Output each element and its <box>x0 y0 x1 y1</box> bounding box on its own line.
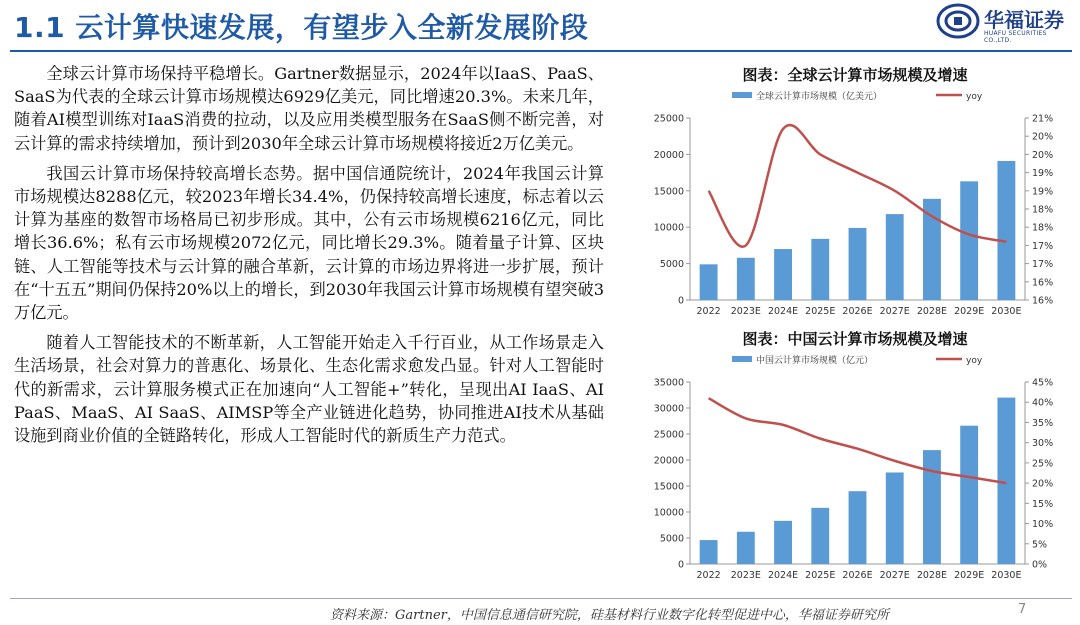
bar <box>774 249 792 300</box>
x-tick-label: 2026E <box>842 306 873 317</box>
bar <box>849 491 867 564</box>
x-tick-label: 2024E <box>767 570 799 581</box>
x-tick-label: 2029E <box>954 306 985 317</box>
x-tick-label: 2026E <box>842 570 873 581</box>
bar <box>811 508 829 564</box>
y-tick-label-left: 15000 <box>653 481 684 493</box>
paragraph-global-cloud: 全球云计算市场保持平稳增长。Gartner数据显示，2024年以IaaS、PaaS、SaaS为代表的全球云计算市场规模达6929亿美元，同比增速20.3%。未来几年，随着AI模型训练对IaaS消费的拉动，以及应用类模型服务在SaaS侧不断完善，对云计算的需求持续增加，预计到2030年全球云计算市场规模将接近2万亿美元。 <box>14 64 604 153</box>
bar <box>737 258 755 300</box>
y-tick-label-left: 0 <box>677 295 684 307</box>
bar <box>811 239 829 300</box>
x-tick-label: 2022 <box>696 570 721 581</box>
chart-global-cloud <box>640 84 1070 328</box>
paragraph-ai-cloud: 随着人工智能技术的不断革新，人工智能开始走入千行百业，从工作场景走入生活场景，社会对算力的普惠化、场景化、生态化需求愈发凸显。针对人工智能时代的新需求，云计算服务模式正在加速向“人工智能+”转化，呈现出AI IaaS、AI PaaS、MaaS、AI SaaS、AIMSP等全产业链进化趋势，协同推进AI技术从基础设施到商业价值的全链路转化，形成人工智能时代的新质生产力范式。 <box>14 333 604 446</box>
y-tick-label-left: 10000 <box>653 507 684 519</box>
footer-source: 资料来源：Gartner，中国信息通信研究院，硅基材料行业数字化转型促进中心，华福证券研究所 <box>330 608 889 623</box>
y-tick-label-right: 19% <box>1032 186 1054 198</box>
y-tick-label-right: 25% <box>1032 458 1054 470</box>
y-tick-label-left: 10000 <box>653 222 684 234</box>
x-tick-label: 2027E <box>879 570 910 581</box>
y-tick-label-right: 40% <box>1032 397 1054 409</box>
y-tick-label-right: 19% <box>1032 168 1054 180</box>
bar <box>700 264 718 300</box>
y-tick-label-right: 20% <box>1032 478 1054 490</box>
y-tick-label-left: 5000 <box>659 533 684 545</box>
logo-brand-cn: 华福证券 <box>984 8 1064 32</box>
y-tick-label-left: 30000 <box>653 403 684 415</box>
legend-bar-swatch <box>732 356 752 362</box>
y-tick-label-right: 0% <box>1032 559 1048 571</box>
y-tick-label-right: 18% <box>1032 204 1054 216</box>
x-tick-label: 2029E <box>954 570 985 581</box>
y-tick-label-left: 20000 <box>653 149 684 161</box>
bar <box>849 228 867 300</box>
bar <box>923 450 941 564</box>
x-tick-label: 2030E <box>991 306 1022 317</box>
y-tick-label-right: 18% <box>1032 222 1054 234</box>
logo-emblem-icon <box>936 2 980 40</box>
x-tick-label: 2022 <box>696 306 721 317</box>
x-tick-label: 2023E <box>730 570 761 581</box>
company-logo <box>936 2 1076 42</box>
x-tick-label: 2030E <box>991 570 1022 581</box>
x-tick-label: 2028E <box>916 306 948 317</box>
y-tick-label-right: 45% <box>1032 377 1054 389</box>
bar <box>997 161 1015 300</box>
x-tick-label: 2027E <box>879 306 910 317</box>
page-title: 1.1 云计算快速发展，有望步入全新发展阶段 <box>14 11 589 44</box>
chart-china-svg <box>640 348 1070 588</box>
header-divider <box>10 50 1072 52</box>
y-tick-label-right: 16% <box>1032 295 1054 307</box>
y-tick-label-right: 5% <box>1032 539 1048 551</box>
y-tick-label-right: 17% <box>1032 240 1054 252</box>
bar <box>997 398 1015 564</box>
x-tick-label: 2025E <box>805 306 836 317</box>
bar <box>960 181 978 300</box>
y-tick-label-right: 35% <box>1032 417 1054 429</box>
y-tick-label-left: 5000 <box>659 259 684 271</box>
chart-title-global: 图表：全球云计算市场规模及增速 <box>742 66 968 84</box>
x-tick-label: 2023E <box>730 306 761 317</box>
y-tick-label-left: 0 <box>677 559 684 571</box>
legend <box>732 90 983 102</box>
y-tick-label-right: 21% <box>1032 113 1054 125</box>
y-tick-label-right: 15% <box>1032 498 1054 510</box>
chart-title-china: 图表：中国云计算市场规模及增速 <box>742 330 968 348</box>
y-tick-label-left: 35000 <box>653 377 684 389</box>
chart-global-svg <box>640 84 1070 324</box>
y-tick-label-left: 20000 <box>653 455 684 467</box>
y-tick-label-right: 30% <box>1032 438 1054 450</box>
y-tick-label-right: 20% <box>1032 149 1054 161</box>
bar <box>737 532 755 564</box>
page-number: 7 <box>1018 602 1027 617</box>
bar <box>700 540 718 564</box>
x-tick-label: 2024E <box>767 306 799 317</box>
bar <box>774 521 792 564</box>
y-tick-label-right: 16% <box>1032 277 1054 289</box>
y-tick-label-right: 17% <box>1032 259 1054 271</box>
logo-brand-en: HUAFU SECURITIES CO.,LTD. <box>984 30 1047 44</box>
y-tick-label-left: 15000 <box>653 186 684 198</box>
bar <box>960 426 978 564</box>
legend-label: 全球云计算市场规模（亿美元） <box>756 92 883 102</box>
y-tick-label-left: 25000 <box>653 429 684 441</box>
bar <box>886 214 904 300</box>
paragraph-china-cloud: 我国云计算市场保持较高增长态势。据中国信通院统计，2024年我国云计算市场规模达8288亿元，较2023年增长34.4%，仍保持较高增长速度，标志着以云计算为基座的数智市场格局已初步形成。其中，公有云市场规模6216亿元，同比增长36.6%；私有云市场规模2072亿元，同比增长29.3%。随着量子计算、区块链、人工智能等技术与云计算的融合革新，云计算的市场边界将进一步扩展，预计在“十五五”期间仍保持20%以上的增长，到2030年我国云计算市场规模有望突破3万亿元。 <box>14 163 604 323</box>
legend-label: yoy <box>966 92 983 102</box>
legend-bar-swatch <box>732 92 752 98</box>
bar <box>886 472 904 564</box>
legend <box>732 354 983 366</box>
x-tick-label: 2028E <box>916 570 948 581</box>
y-tick-label-right: 20% <box>1032 131 1054 143</box>
y-tick-label-right: 10% <box>1032 519 1054 531</box>
legend-label: yoy <box>966 356 983 366</box>
chart-china-cloud <box>640 348 1070 592</box>
footer-divider <box>10 598 1072 599</box>
x-tick-label: 2025E <box>805 570 836 581</box>
legend-label: 中国云计算市场规模（亿元） <box>756 356 874 366</box>
body-text <box>14 62 604 454</box>
bar <box>923 199 941 300</box>
y-tick-label-left: 25000 <box>653 113 684 125</box>
